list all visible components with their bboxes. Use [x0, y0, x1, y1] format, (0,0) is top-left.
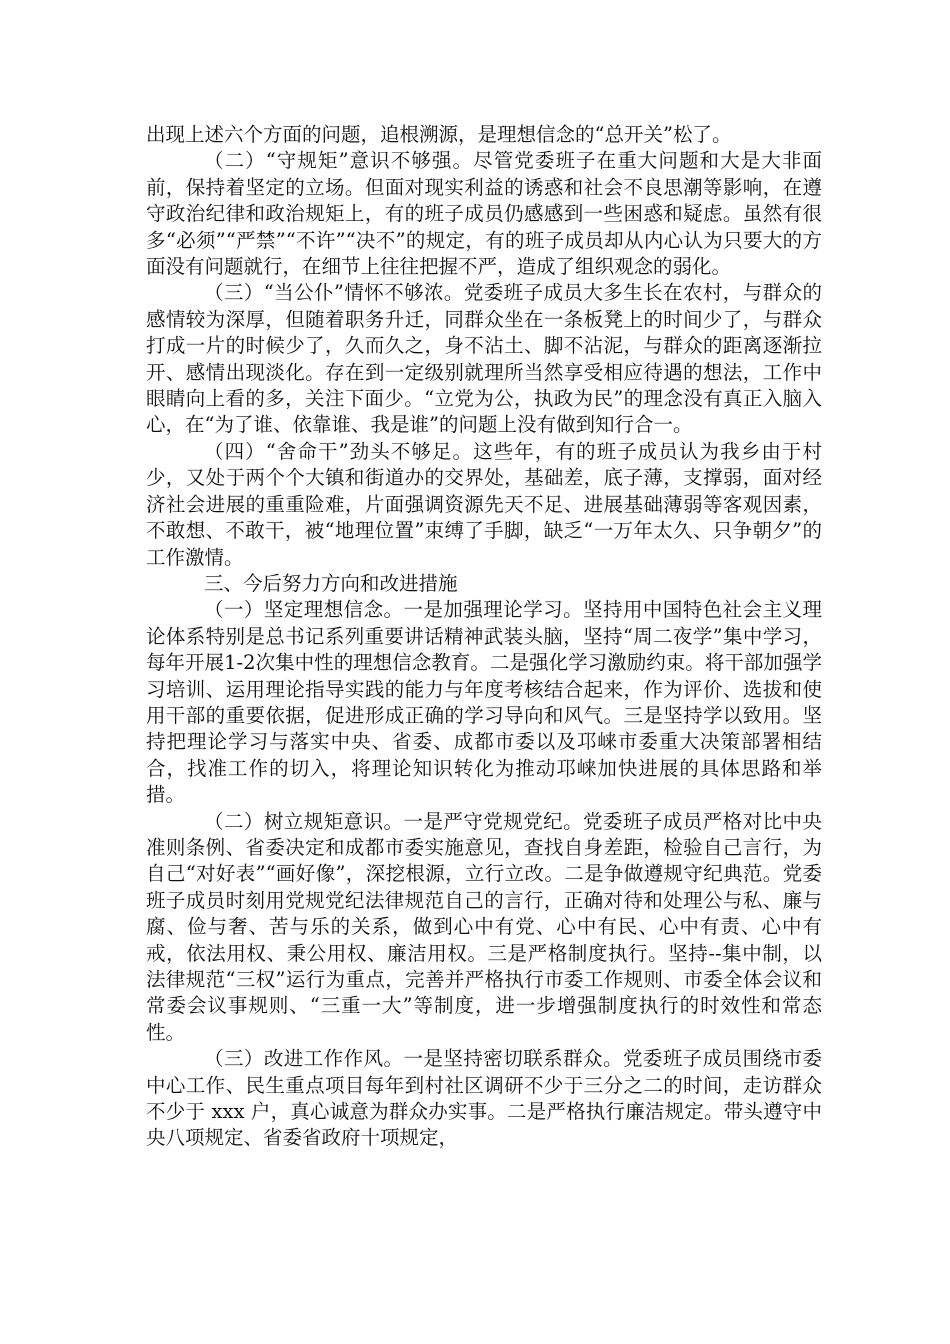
paragraph-4: （四）“舍命干”劲头不够足。这些年，有的班子成员认为我乡由于村少，又处于两个个大镇和街道办的交界处，基础差，底子薄，支撑弱，面对经济社会进展的重重险难，片面强调资源先天不足、进展基础薄弱等客观因素，不敢想、不敢干，被“地理位置”束缚了手脚，缺乏“一万年太久、只争朝夕”的工作激情。 [146, 439, 822, 569]
paragraph-5: （一）坚定理想信念。一是加强理论学习。坚持用中国特色社会主义理论体系特别是总书记系列重要讲话精神武装头脑，坚持“周二夜学”集中学习，每年开展1-2次集中性的理想信念教育。二是强化学习激励约束。将干部加强学习培训、运用理论指导实践的能力与年度考核结合起来，作为评价、选拔和使用干部的重要依据，促进形成正确的学习导向和风气。三是坚持学以致用。坚持把理论学习与落实中央、省委、成都市委以及邛崃市委重大决策部署相结合，找准工作的切入，将理论知识转化为推动邛崃加快进展的具体思路和举措。 [146, 598, 822, 807]
paragraph-1: 出现上述六个方面的问题，追根溯源，是理想信念的“总开关”松了。 [146, 123, 732, 146]
section-heading: 三、今后努力方向和改进措施 [204, 571, 458, 595]
paragraph-6: （二）树立规矩意识。一是严守党规党纪。党委班子成员严格对比中央准则条例、省委决定和成都市委实施意见，查找自身差距，检验自己言行，为自己“对好表”“画好像”，深挖根源，立行立改。二是争做遵规守纪典范。党委班子成员时刻用党规党纪法律规范自己的言行，正确对待和处理公与私、廉与腐、俭与奢、苦与乐的关系，做到心中有党、心中有民、心中有责、心中有戒，依法用权、秉公用权、廉洁用权。三是严格制度执行。坚持--集中制，以法律规范“三权”运行为重点，完善并严格执行市委工作规则、市委全体会议和常委会议事规则、“三重一大”等制度，进一步增强制度执行的时效性和常态性。 [146, 809, 822, 1044]
document-body [146, 122, 822, 1152]
paragraph-7: （三）改进工作作风。一是坚持密切联系群众。党委班子成员围绕市委中心工作、民生重点项目每年到村社区调研不少于三分之二的时间，走访群众不少于 xxx 户，真心诚意为群众办实事。二是严格执行廉洁规定。带头遵守中央八项规定、省委省政府十项规定， [146, 1047, 822, 1150]
paragraph-3: （三）“当公仆”情怀不够浓。党委班子成员大多生长在农村，与群众的感情较为深厚，但随着职务升迁，同群众坐在一条板凳上的时间少了，与群众打成一片的时候少了，久而久之，身不沾土、脚不沾泥，与群众的距离逐渐拉开、感情出现淡化。存在到一定级别就理所当然享受相应待遇的想法，工作中眼睛向上看的多，关注下面少。“立党为公，执政为民”的理念没有真正入脑入心，在“为了谁、依靠谁、我是谁”的问题上没有做到知行合一。 [146, 281, 822, 437]
paragraph-2: （二）“守规矩”意识不够强。尽管党委班子在重大问题和大是大非面前，保持着坚定的立场。但面对现实利益的诱惑和社会不良思潮等影响，在遵守政治纪律和政治规矩上，有的班子成员仍感感到一些困惑和疑虑。虽然有很多“必须”“严禁”“不许”“决不”的规定，有的班子成员却从内心认为只要大的方面没有问题就行，在细节上往往把握不严，造成了组织观念的弱化。 [146, 149, 822, 279]
